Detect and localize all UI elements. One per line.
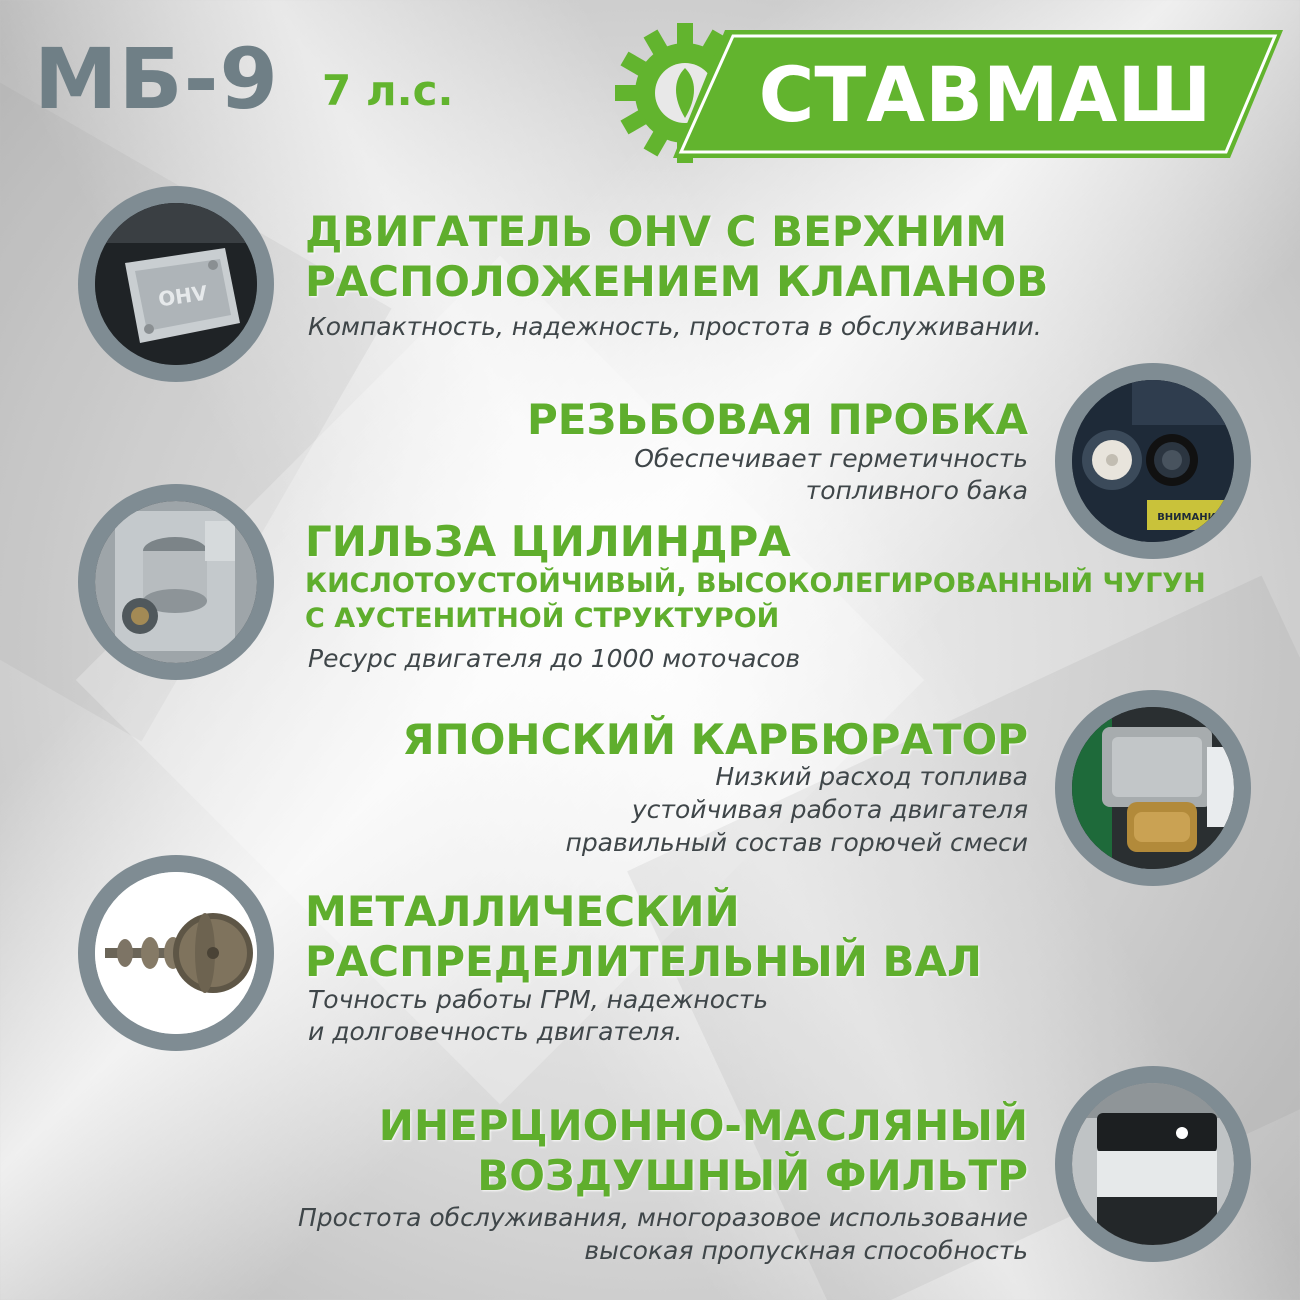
feature-description: высокая пропускная способность bbox=[584, 1236, 1028, 1265]
carburetor-image bbox=[1072, 707, 1234, 869]
feature-description: правильный состав горючей смеси bbox=[565, 828, 1028, 857]
feature-title: ДВИГАТЕЛЬ OHV С ВЕРХНИМ bbox=[305, 207, 1008, 256]
svg-text:OHV: OHV bbox=[156, 280, 209, 312]
feature-description: устойчивая работа двигателя bbox=[631, 795, 1028, 824]
svg-text:ВНИМАНИЕ: ВНИМАНИЕ bbox=[1157, 512, 1223, 523]
brand-name: СТАВМАШ bbox=[758, 50, 1212, 139]
feature-description: Ресурс двигателя до 1000 моточасов bbox=[308, 644, 801, 673]
feature-description: Обеспечивает герметичность bbox=[634, 444, 1028, 473]
feature-subtitle: С АУСТЕНИТНОЙ СТРУКТУРОЙ bbox=[305, 603, 780, 634]
feature-description: Низкий расход топлива bbox=[715, 762, 1028, 791]
feature-subtitle: КИСЛОТОУСТОЙЧИВЫЙ, ВЫСОКОЛЕГИРОВАННЫЙ ЧУГУН bbox=[305, 568, 1206, 599]
feature-description: топливного бака bbox=[805, 476, 1028, 505]
feature-title: РЕЗЬБОВАЯ ПРОБКА bbox=[526, 395, 1028, 444]
cylinder-sleeve-image bbox=[95, 501, 257, 663]
feature-title: РАСПОЛОЖЕНИЕМ КЛАПАНОВ bbox=[305, 257, 1049, 306]
air-filter-image bbox=[1072, 1083, 1234, 1245]
feature-image-camshaft bbox=[78, 855, 274, 1051]
camshaft-image bbox=[95, 872, 257, 1034]
brand-logo bbox=[615, 18, 1285, 168]
feature-description: и долговечность двигателя. bbox=[308, 1017, 683, 1046]
model-title: МБ-9 bbox=[34, 30, 279, 128]
feature-title: ГИЛЬЗА ЦИЛИНДРА bbox=[305, 517, 791, 566]
feature-title: ИНЕРЦИОННО-МАСЛЯНЫЙ bbox=[378, 1101, 1028, 1150]
feature-image-cylinder bbox=[78, 484, 274, 680]
feature-description: Компактность, надежность, простота в обслуживании. bbox=[308, 312, 1042, 341]
feature-image-ohv bbox=[78, 186, 274, 382]
power-label: 7 л.с. bbox=[322, 66, 454, 115]
feature-image-carburetor bbox=[1055, 690, 1251, 886]
fuel-cap-image bbox=[1072, 380, 1234, 542]
feature-image-fuel-cap bbox=[1055, 363, 1251, 559]
feature-description: Простота обслуживания, многоразовое использование bbox=[297, 1203, 1028, 1232]
feature-description: Точность работы ГРМ, надежность bbox=[308, 985, 769, 1014]
feature-title: МЕТАЛЛИЧЕСКИЙ bbox=[305, 887, 740, 936]
ohv-engine-image bbox=[95, 203, 257, 365]
feature-title: ЯПОНСКИЙ КАРБЮРАТОР bbox=[402, 715, 1028, 764]
feature-image-air-filter bbox=[1055, 1066, 1251, 1262]
feature-title: ВОЗДУШНЫЙ ФИЛЬТР bbox=[477, 1151, 1028, 1200]
feature-title: РАСПРЕДЕЛИТЕЛЬНЫЙ ВАЛ bbox=[305, 937, 982, 986]
